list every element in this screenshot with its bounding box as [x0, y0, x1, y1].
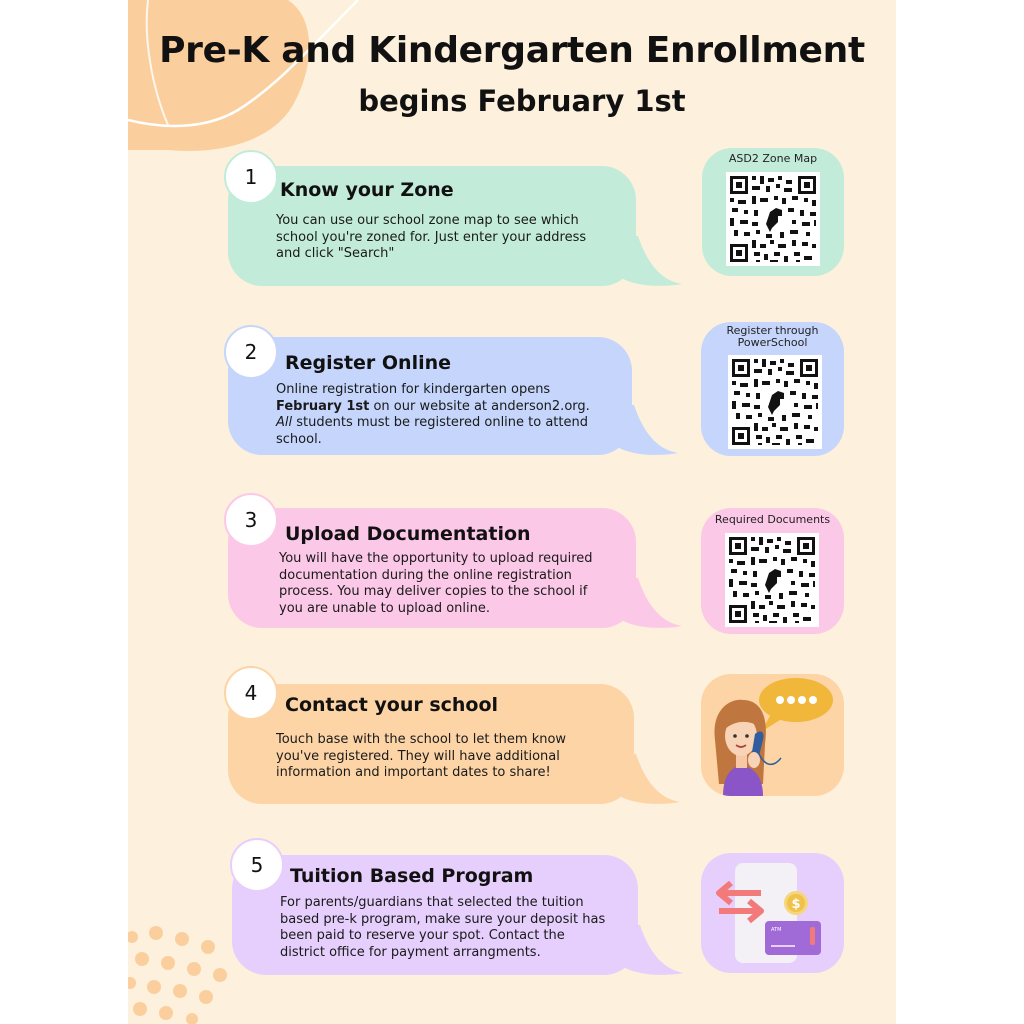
- step-4: [228, 684, 688, 808]
- step-title: Tuition Based Program: [290, 865, 534, 887]
- qr-code[interactable]: [725, 533, 819, 627]
- qr-code-icon: [728, 355, 822, 449]
- step-description: Online registration for kindergarten opens February 1st on our website at anderson2.org. All students must be registered online to attend school.: [276, 382, 590, 447]
- page-subtitle: begins February 1st: [358, 84, 686, 118]
- step-number-badge: 1: [224, 150, 278, 204]
- flyer-page: [128, 0, 896, 1024]
- decorative-blob: [128, 0, 368, 160]
- step-number-badge: 4: [224, 666, 278, 720]
- speech-bubble-tail: [614, 405, 684, 457]
- qr-caption: ASD2 Zone Map: [728, 152, 818, 165]
- step-5: [232, 855, 692, 979]
- step-description: You can use our school zone map to see which school you're zoned for. Just enter your address and click "Search": [276, 213, 587, 261]
- speech-bubble-tail: [616, 754, 686, 806]
- step-2: [228, 337, 688, 461]
- step-3: [228, 508, 688, 632]
- step-description: For parents/guardians that selected the tuition based pre-k program, make sure your deposit has been paid to reserve your spot. Contact the district office for payment arrangments.: [280, 895, 606, 960]
- qr-code-icon: [726, 172, 820, 266]
- coin-symbol: $: [791, 897, 801, 912]
- illustration-card-tuition: [701, 853, 844, 973]
- girl-on-phone-icon: [701, 674, 844, 796]
- step-number-badge: 5: [230, 838, 284, 892]
- qr-card-required-documents: [701, 508, 844, 634]
- step-number-badge: 3: [224, 493, 278, 547]
- page-title: Pre-K and Kindergarten Enrollment: [159, 30, 865, 71]
- step-description: You will have the opportunity to upload required documentation during the online registration process. You may deliver copies to the school if you are unable to upload online.: [279, 551, 593, 616]
- qr-caption: Required Documents: [714, 513, 831, 526]
- qr-code[interactable]: [726, 172, 820, 266]
- card-label: ATM: [771, 927, 782, 933]
- step-title: Contact your school: [285, 694, 499, 716]
- speech-bubble-tail: [620, 925, 690, 977]
- decorative-dots: [128, 925, 238, 1024]
- step-number-badge: 2: [224, 325, 278, 379]
- qr-card-zone-map: [702, 148, 844, 276]
- illustration-card-contact: [701, 674, 844, 796]
- qr-caption: Register through PowerSchool: [726, 324, 819, 349]
- payment-transfer-icon: [701, 853, 844, 973]
- qr-code[interactable]: [728, 355, 822, 449]
- step-title: Register Online: [285, 352, 452, 374]
- speech-bubble-tail: [618, 236, 688, 288]
- speech-bubble-tail: [618, 578, 688, 630]
- qr-code-icon: [725, 533, 819, 627]
- step-title: Know your Zone: [280, 179, 454, 201]
- qr-card-powerschool: [701, 322, 844, 456]
- step-description: Touch base with the school to let them know you've registered. They will have additional information and important dates to share!: [276, 732, 567, 780]
- step-title: Upload Documentation: [285, 523, 531, 545]
- step-1: [228, 166, 688, 290]
